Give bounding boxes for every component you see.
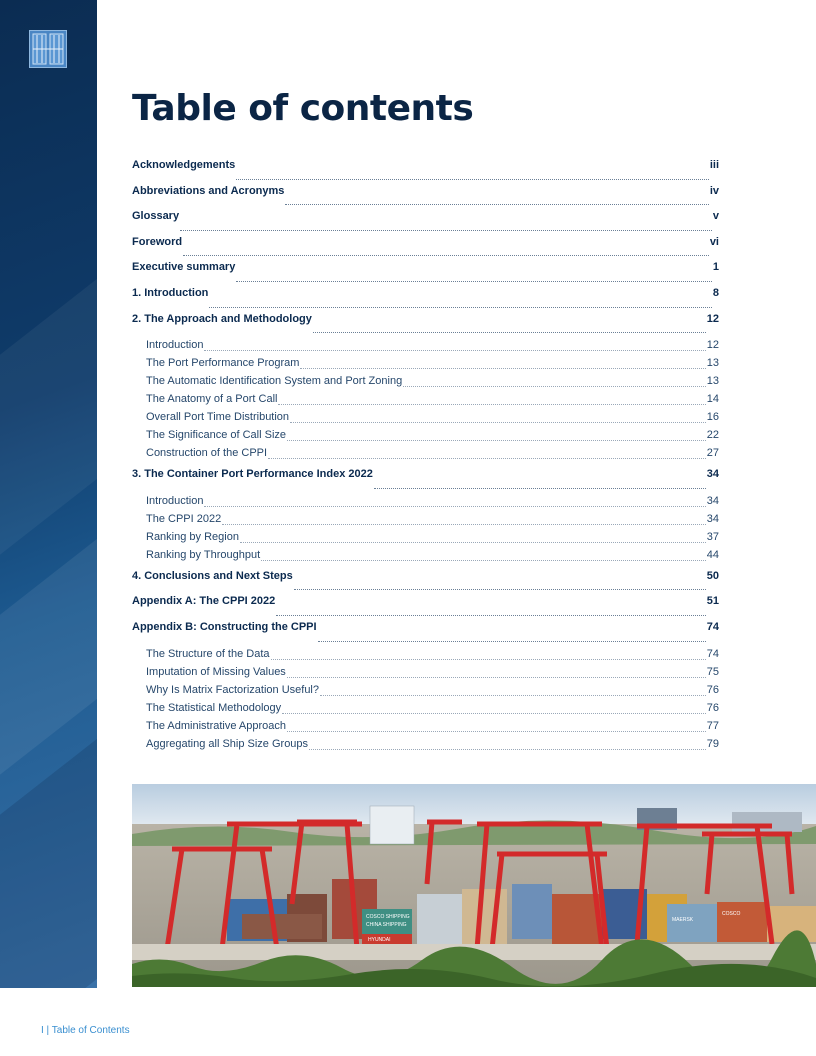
toc-entry-label: Introduction bbox=[146, 339, 204, 352]
dot-leader bbox=[276, 615, 706, 616]
toc-entry[interactable] bbox=[132, 183, 719, 209]
toc-subentry[interactable] bbox=[132, 699, 719, 717]
toc-entry-label: Foreword bbox=[132, 235, 183, 248]
dot-leader bbox=[204, 506, 705, 507]
toc-page-number: 34 bbox=[706, 468, 719, 481]
toc-entry-label: The Significance of Call Size bbox=[146, 429, 287, 442]
toc-page-number: 22 bbox=[706, 429, 719, 442]
dot-leader bbox=[180, 230, 712, 231]
toc-entry[interactable] bbox=[132, 208, 719, 234]
toc-subentry[interactable] bbox=[132, 735, 719, 753]
toc-entry-label: 4. Conclusions and Next Steps bbox=[132, 569, 293, 582]
toc-entry[interactable] bbox=[132, 157, 719, 183]
toc-entry[interactable] bbox=[132, 259, 719, 285]
dot-leader bbox=[294, 589, 706, 590]
toc-entry-label: Overall Port Time Distribution bbox=[146, 411, 290, 424]
toc-subentry[interactable] bbox=[132, 408, 719, 426]
toc-entry-label: The Anatomy of a Port Call bbox=[146, 393, 278, 406]
toc-entry[interactable] bbox=[132, 311, 719, 337]
toc-entry-label: The Administrative Approach bbox=[146, 719, 287, 732]
toc-subentry[interactable] bbox=[132, 336, 719, 354]
dot-leader bbox=[271, 659, 706, 660]
toc-entry-label: Executive summary bbox=[132, 261, 236, 274]
toc-subentry[interactable] bbox=[132, 717, 719, 735]
toc-entry-label: Appendix A: The CPPI 2022 bbox=[132, 595, 276, 608]
toc-entry-label: The Structure of the Data bbox=[146, 647, 270, 660]
dot-leader bbox=[300, 368, 705, 369]
sidebar-stripe bbox=[0, 198, 97, 601]
toc-entry-label: Construction of the CPPI bbox=[146, 447, 268, 460]
dot-leader bbox=[240, 542, 706, 543]
toc-page-number: 34 bbox=[706, 494, 719, 507]
toc-subentry[interactable] bbox=[132, 681, 719, 699]
toc-entry-label: The Statistical Methodology bbox=[146, 701, 282, 714]
toc-entry-label: Ranking by Region bbox=[146, 530, 239, 543]
toc-subentry[interactable] bbox=[132, 444, 719, 462]
toc-entry-label: Aggregating all Ship Size Groups bbox=[146, 737, 309, 750]
toc-entry-label: 3. The Container Port Performance Index 2022 bbox=[132, 468, 373, 481]
toc-entry-label: The Port Performance Program bbox=[146, 357, 300, 370]
toc-entry[interactable] bbox=[132, 234, 719, 260]
toc-entry-label: The Automatic Identification System and Port Zoning bbox=[146, 375, 403, 388]
dot-leader bbox=[287, 677, 706, 678]
dot-leader bbox=[183, 255, 709, 256]
dot-leader bbox=[285, 204, 708, 205]
toc-entry[interactable] bbox=[132, 593, 719, 619]
toc-page-number: 14 bbox=[706, 393, 719, 406]
container-label: CHINA SHIPPING bbox=[366, 922, 407, 928]
toc-entry[interactable] bbox=[132, 466, 719, 492]
dot-leader bbox=[222, 524, 706, 525]
toc-entry-label: The CPPI 2022 bbox=[146, 512, 222, 525]
page-title: Table of contents bbox=[132, 88, 474, 129]
toc-page-number: v bbox=[712, 210, 719, 223]
toc-subentry[interactable] bbox=[132, 426, 719, 444]
dot-leader bbox=[318, 641, 706, 642]
dot-leader bbox=[282, 713, 706, 714]
toc-page-number: 76 bbox=[706, 683, 719, 696]
toc-entry-label: Why Is Matrix Factorization Useful? bbox=[146, 683, 319, 696]
toc-subentry[interactable] bbox=[132, 645, 719, 663]
toc-entry-label: Imputation of Missing Values bbox=[146, 665, 286, 678]
dot-leader bbox=[290, 422, 706, 423]
toc-subentry[interactable] bbox=[132, 546, 719, 564]
toc-page-number: iv bbox=[709, 184, 719, 197]
toc-entry-label: 1. Introduction bbox=[132, 286, 209, 299]
toc-page-number: 74 bbox=[706, 647, 719, 660]
toc-page-number: 37 bbox=[706, 530, 719, 543]
dot-leader bbox=[236, 179, 709, 180]
sidebar-band bbox=[0, 0, 97, 988]
dot-leader bbox=[268, 458, 706, 459]
toc-spacer bbox=[132, 753, 719, 757]
dot-leader bbox=[320, 695, 706, 696]
toc-page-number: 76 bbox=[706, 701, 719, 714]
toc-subentry[interactable] bbox=[132, 510, 719, 528]
toc-entry[interactable] bbox=[132, 619, 719, 645]
dot-leader bbox=[287, 731, 706, 732]
toc-subentry[interactable] bbox=[132, 390, 719, 408]
toc-page-number: 8 bbox=[712, 286, 719, 299]
dot-leader bbox=[309, 749, 706, 750]
dot-leader bbox=[204, 350, 705, 351]
toc-page-number: 74 bbox=[706, 620, 719, 633]
toc-page-number: 13 bbox=[706, 357, 719, 370]
toc-subentry[interactable] bbox=[132, 372, 719, 390]
toc-entry-label: Appendix B: Constructing the CPPI bbox=[132, 620, 317, 633]
toc-subentry[interactable] bbox=[132, 492, 719, 510]
toc-entry-label: 2. The Approach and Methodology bbox=[132, 312, 312, 325]
container-label: HYUNDAI bbox=[368, 937, 391, 943]
dot-leader bbox=[209, 307, 711, 308]
toc-entry-label: Acknowledgements bbox=[132, 159, 236, 171]
toc-entry-label: Abbreviations and Acronyms bbox=[132, 184, 285, 197]
container-label: COSCO bbox=[722, 911, 741, 917]
dot-leader bbox=[313, 332, 706, 333]
container-port-photo bbox=[132, 784, 816, 987]
dot-leader bbox=[278, 404, 705, 405]
toc-entry-label: Glossary bbox=[132, 210, 180, 223]
toc-subentry[interactable] bbox=[132, 663, 719, 681]
toc-page-number: 51 bbox=[706, 595, 719, 608]
toc-entry[interactable] bbox=[132, 568, 719, 594]
toc-page-number: 34 bbox=[706, 512, 719, 525]
toc-subentry[interactable] bbox=[132, 528, 719, 546]
toc-page-number: 12 bbox=[706, 312, 719, 325]
toc-page-number: 13 bbox=[706, 375, 719, 388]
container-label: MAERSK bbox=[672, 917, 694, 923]
toc-entry-label: Ranking by Throughput bbox=[146, 548, 261, 561]
toc-page-number: 44 bbox=[706, 548, 719, 561]
container-logo-icon bbox=[29, 30, 67, 68]
toc-page-number: vi bbox=[709, 235, 719, 248]
toc-page-number: 77 bbox=[706, 719, 719, 732]
toc-page-number: 12 bbox=[706, 339, 719, 352]
toc-page-number: 79 bbox=[706, 737, 719, 750]
table-of-contents bbox=[132, 157, 719, 757]
dot-leader bbox=[261, 560, 706, 561]
page-footer: I | Table of Contents bbox=[41, 1025, 130, 1036]
toc-entry-label: Introduction bbox=[146, 494, 204, 507]
dot-leader bbox=[236, 281, 712, 282]
container-label: COSCO SHIPPING bbox=[366, 914, 410, 920]
dot-leader bbox=[374, 488, 706, 489]
toc-page-number: 50 bbox=[706, 569, 719, 582]
toc-page-number: 75 bbox=[706, 665, 719, 678]
toc-page-number: 1 bbox=[712, 261, 719, 274]
toc-page-number: 27 bbox=[706, 447, 719, 460]
dot-leader bbox=[287, 440, 706, 441]
toc-page-number: 16 bbox=[706, 411, 719, 424]
toc-page-number: iii bbox=[709, 159, 719, 171]
dot-leader bbox=[403, 386, 706, 387]
toc-entry[interactable] bbox=[132, 285, 719, 311]
toc-subentry[interactable] bbox=[132, 354, 719, 372]
